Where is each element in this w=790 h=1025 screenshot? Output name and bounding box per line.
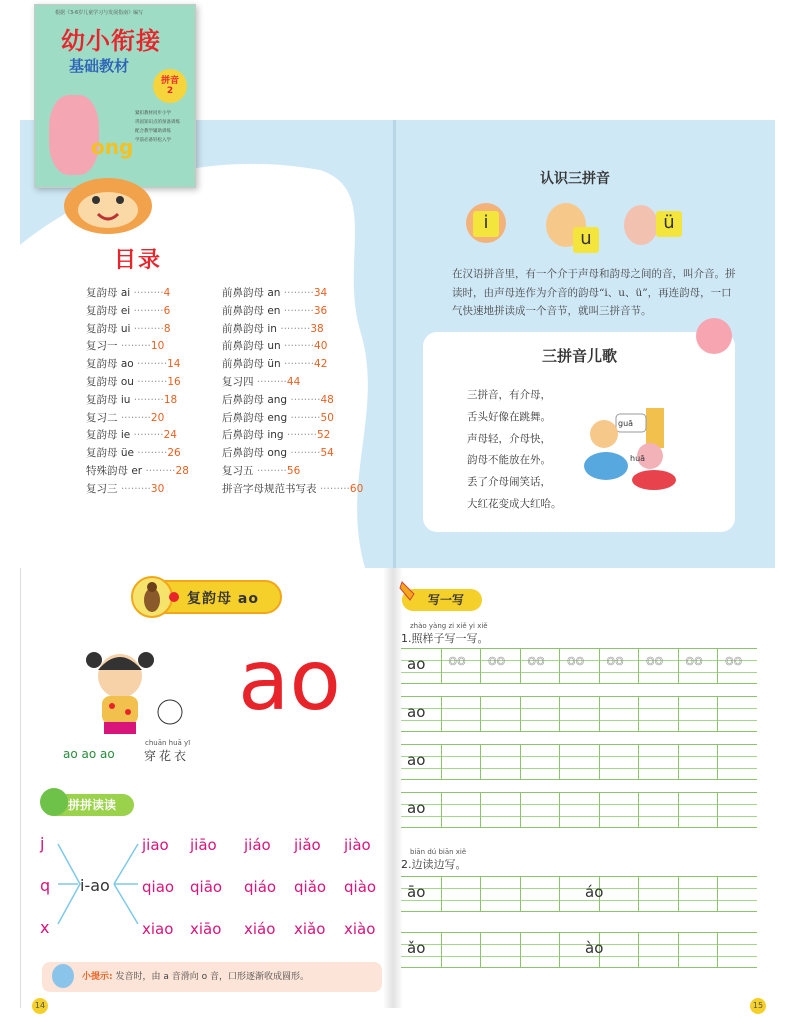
pinyin-syllable: xiao: [142, 920, 174, 938]
toc-item[interactable]: 复韵母 ie ·········24: [86, 429, 177, 442]
toc-item-page: 52: [316, 429, 331, 442]
toc-item-label: 后鼻韵母 ong: [222, 447, 288, 460]
toc-item-label: 后鼻韵母 ang: [222, 393, 288, 406]
pinyin-syllable: qiao: [142, 878, 175, 896]
toc-item[interactable]: 前鼻韵母 an ·········34: [222, 287, 328, 299]
row-sample: áo: [585, 883, 604, 901]
pinyin-syllable: jiāo: [190, 836, 217, 854]
trace-dots: oo: [685, 653, 703, 669]
pinyin-syllable: qiāo: [190, 878, 223, 896]
row-sample: ǎo: [407, 939, 426, 957]
cover-badge: [153, 69, 187, 103]
trace-dots: oo: [725, 653, 743, 669]
toc-item[interactable]: 后鼻韵母 eng ·········50: [222, 411, 334, 424]
intro-paragraph: 在汉语拼音里，有一个介于声母和韵母之间的音，叫介音。拼读时，由声母连作为介音的韵母“i、u、ü”，再连韵母，一口气快速地拼读成一个音节，就叫三拼音节。: [452, 268, 736, 317]
toc-item-page: 20: [150, 411, 165, 424]
toc-item-label: 复韵母 üe: [86, 447, 134, 460]
toc-item-page: 56: [286, 464, 301, 477]
medial-i-ao: i-ao: [80, 876, 110, 895]
toc-item-page: 24: [163, 429, 177, 442]
toc-item-page: 16: [167, 375, 181, 388]
toc-item-page: 18: [163, 393, 178, 406]
pinyin-syllable: xiào: [344, 920, 376, 938]
letter-u-card: u: [573, 227, 599, 253]
toc-item[interactable]: 特殊韵母 er ·········28: [86, 464, 189, 477]
intro-title: 认识三拼音: [540, 171, 610, 187]
girl-illustration: [72, 650, 192, 738]
song-lines: 三拼音，有介母， 舌头好像在跳舞。 声母轻，介母快， 韵母不能放在外。 丢了介母闹笑话， 大红花变成大红哈。: [467, 389, 562, 510]
toc-item-label: 后鼻韵母 eng: [222, 411, 288, 424]
song-title: 三拼音儿歌: [542, 347, 618, 365]
pinyin-syllable: jiao: [142, 836, 169, 854]
toc-item[interactable]: 后鼻韵母 ing ·········52: [222, 429, 331, 442]
toc-item-label: 特殊韵母 er: [86, 464, 143, 477]
toc-item[interactable]: 复韵母 ei ·········6: [86, 304, 171, 317]
cover-badge-num: 2: [166, 86, 174, 96]
toc-item[interactable]: 复习三 ·········30: [86, 482, 165, 495]
cover-badge-label: 拼音: [160, 76, 179, 86]
bottom-spine: [383, 568, 403, 1008]
trace-dots: oo: [527, 653, 545, 669]
toc-item[interactable]: 前鼻韵母 en ·········36: [222, 304, 328, 317]
toc-item-label: 复韵母 ie: [86, 429, 131, 442]
toc-item-page: 6: [163, 304, 171, 317]
writing-row[interactable]: [401, 792, 757, 828]
cricket-icon: [130, 574, 182, 620]
toc-item-label: 前鼻韵母 in: [222, 322, 277, 335]
kid-ü-illustration: [624, 205, 658, 245]
toc-item-page: 30: [150, 482, 165, 495]
toc-title: 目录: [114, 248, 163, 273]
toc-item-page: 44: [286, 375, 301, 388]
toc-item[interactable]: 复习二 ·········20: [86, 411, 165, 424]
toc-item-label: 复习一: [86, 340, 118, 353]
initial-x: x: [40, 918, 50, 937]
spell-read-label: 拼拼读读: [68, 798, 117, 812]
toc-item[interactable]: 复韵母 iu ·········18: [86, 393, 178, 406]
toc-item[interactable]: 前鼻韵母 in ·········38: [222, 322, 324, 335]
row-sample: ao: [407, 799, 426, 817]
pinyin-syllable: qiào: [344, 878, 377, 896]
q2-pinyin: biān dú biān xiě: [410, 848, 467, 856]
letter-i-card: i: [473, 211, 499, 237]
toc-item-page: 4: [163, 287, 171, 299]
q1-pinyin: zhào yàng zi xiě yi xiě: [410, 622, 488, 630]
toc-item-page: 36: [313, 304, 328, 317]
writing-row[interactable]: [401, 696, 757, 732]
frog-icon: [40, 788, 68, 816]
toc-item[interactable]: 拼音字母规范书写表 ·········60: [222, 482, 364, 495]
toc-item-label: 前鼻韵母 un: [222, 340, 281, 353]
bear-illustration: [58, 170, 158, 242]
write-pill-label: 写一写: [428, 593, 465, 607]
toc-item-page: 10: [150, 340, 165, 353]
row-sample: ao: [407, 703, 426, 721]
cover-subtitle: 基础教材: [69, 57, 130, 75]
toc-item[interactable]: 复韵母 ui ·········8: [86, 322, 171, 335]
toc-item-page: 50: [320, 411, 334, 424]
letter-ü-card: ü: [656, 211, 682, 237]
q2-title: 2.边读边写。: [401, 858, 467, 871]
chant-letters: ao ao ao: [63, 747, 115, 761]
toc-item[interactable]: 前鼻韵母 ün ·········42: [222, 358, 328, 371]
initial-j: j: [40, 834, 45, 853]
row-sample: āo: [407, 883, 426, 901]
trace-dots: oo: [488, 653, 506, 669]
spelling-arrows: [52, 836, 142, 936]
toc-item-label: 前鼻韵母 ün: [222, 358, 281, 371]
toc-item-label: 复习二: [86, 411, 118, 424]
toc-item-label: 复韵母 ao: [86, 358, 134, 371]
row-sample: ao: [407, 655, 426, 673]
pinyin-syllable: qiǎo: [294, 878, 327, 896]
lesson-banner-text: 复韵母 ao: [187, 591, 259, 607]
pinyin-syllable: xiáo: [244, 920, 276, 938]
toc-item-page: 40: [314, 340, 328, 353]
toc-item[interactable]: 复习一 ·········10: [86, 340, 165, 353]
tip-kid-icon: [52, 964, 74, 988]
toc-item[interactable]: 后鼻韵母 ong ·········54: [222, 447, 334, 460]
writing-row[interactable]: [401, 932, 757, 968]
toc-item-label: 复习三: [86, 482, 118, 495]
writing-row[interactable]: [401, 744, 757, 780]
tip-label: 小提示:: [82, 972, 113, 982]
writing-row[interactable]: [401, 648, 757, 684]
page-number-left: 14: [32, 998, 48, 1014]
toc-item-page: 54: [320, 447, 334, 460]
pinyin-syllable: jiáo: [244, 836, 271, 854]
cover-title: 幼小衔接: [61, 27, 161, 55]
toc-item-label: 复习五: [222, 464, 254, 477]
tip-box: [42, 962, 382, 992]
toc-item[interactable]: 复韵母 ao ·········14: [86, 358, 181, 371]
pinyin-syllable: xiǎo: [294, 920, 326, 938]
toc-item-page: 28: [175, 464, 189, 477]
pinyin-syllable: xiāo: [190, 920, 222, 938]
trace-dots: oo: [448, 653, 466, 669]
toc-item-label: 后鼻韵母 ing: [222, 429, 284, 442]
spine: [393, 120, 396, 568]
big-letters-ao: ao: [238, 631, 341, 729]
toc-item-page: 38: [310, 322, 324, 335]
toc-item[interactable]: 复习五 ·········56: [222, 464, 301, 477]
toc-item-label: 复习四: [222, 375, 254, 388]
toc-item-page: 42: [314, 358, 328, 371]
toc-item[interactable]: 后鼻韵母 ang ·········48: [222, 393, 334, 406]
pinyin-syllable: jiǎo: [294, 836, 321, 854]
toc-item-label: 拼音字母规范书写表: [222, 482, 317, 495]
writing-row[interactable]: [401, 876, 757, 912]
toc-item-page: 14: [167, 358, 181, 371]
tip-text: 发音时，由 a 音滑向 o 音，口形逐渐收成圆形。: [115, 972, 309, 982]
toc-item[interactable]: 复习四 ·········44: [222, 375, 301, 388]
toc-item-label: 前鼻韵母 an: [222, 287, 281, 299]
chant-hanzi: 穿花衣: [144, 749, 190, 763]
initial-q: q: [40, 876, 51, 895]
toc-item-page: 34: [313, 287, 328, 299]
toc-item-label: 复韵母 ui: [86, 322, 131, 335]
trace-dots: oo: [646, 653, 664, 669]
row-sample: ao: [407, 751, 426, 769]
kids-playing-illustration: [576, 400, 686, 495]
toc-right-column: [222, 285, 363, 499]
toc-item-label: 复韵母 iu: [86, 393, 131, 406]
page-number-right: 15: [750, 998, 766, 1014]
toc-item-label: 复韵母 ei: [86, 304, 131, 317]
toc-item[interactable]: 复韵母 ou ·········16: [86, 375, 181, 388]
scene-label-gua: guā: [618, 419, 634, 428]
toc-left-column: [86, 285, 189, 499]
scene-label-hua: huā: [630, 454, 646, 463]
cover-ong-text: ong: [91, 135, 134, 159]
pinyin-syllable: qiáo: [244, 878, 277, 896]
trace-dots: oo: [567, 653, 585, 669]
toc-item-page: 60: [349, 482, 364, 495]
toc-item[interactable]: 前鼻韵母 un ·········40: [222, 340, 328, 353]
cover-series: 根据《3-6岁儿童学习与发展指南》编写: [55, 10, 144, 16]
pencil-icon: [398, 578, 420, 604]
trace-dots: oo: [606, 653, 624, 669]
book-cover: [34, 4, 196, 188]
toc-item-page: 26: [167, 447, 181, 460]
cover-lines: 紧扣教材同步小学 巩固知识点的预备训练 配合教学辅助训练 学前必备轻松入学: [135, 111, 180, 143]
snail-illustration: [696, 318, 732, 354]
toc-item-page: 8: [163, 322, 171, 335]
pinyin-syllable: jiào: [344, 836, 371, 854]
row-sample: ào: [585, 939, 604, 957]
toc-item[interactable]: 复韵母 üe ·········26: [86, 447, 181, 460]
chant-pinyin: chuān huā yī: [145, 739, 191, 747]
toc-item-label: 前鼻韵母 en: [222, 304, 281, 317]
toc-item-label: 复韵母 ai: [86, 287, 131, 299]
q1-title: 1.照样子写一写。: [401, 632, 489, 645]
toc-item[interactable]: 复韵母 ai ·········4: [86, 287, 171, 299]
toc-item-label: 复韵母 ou: [86, 375, 134, 388]
toc-item-page: 48: [320, 393, 334, 406]
